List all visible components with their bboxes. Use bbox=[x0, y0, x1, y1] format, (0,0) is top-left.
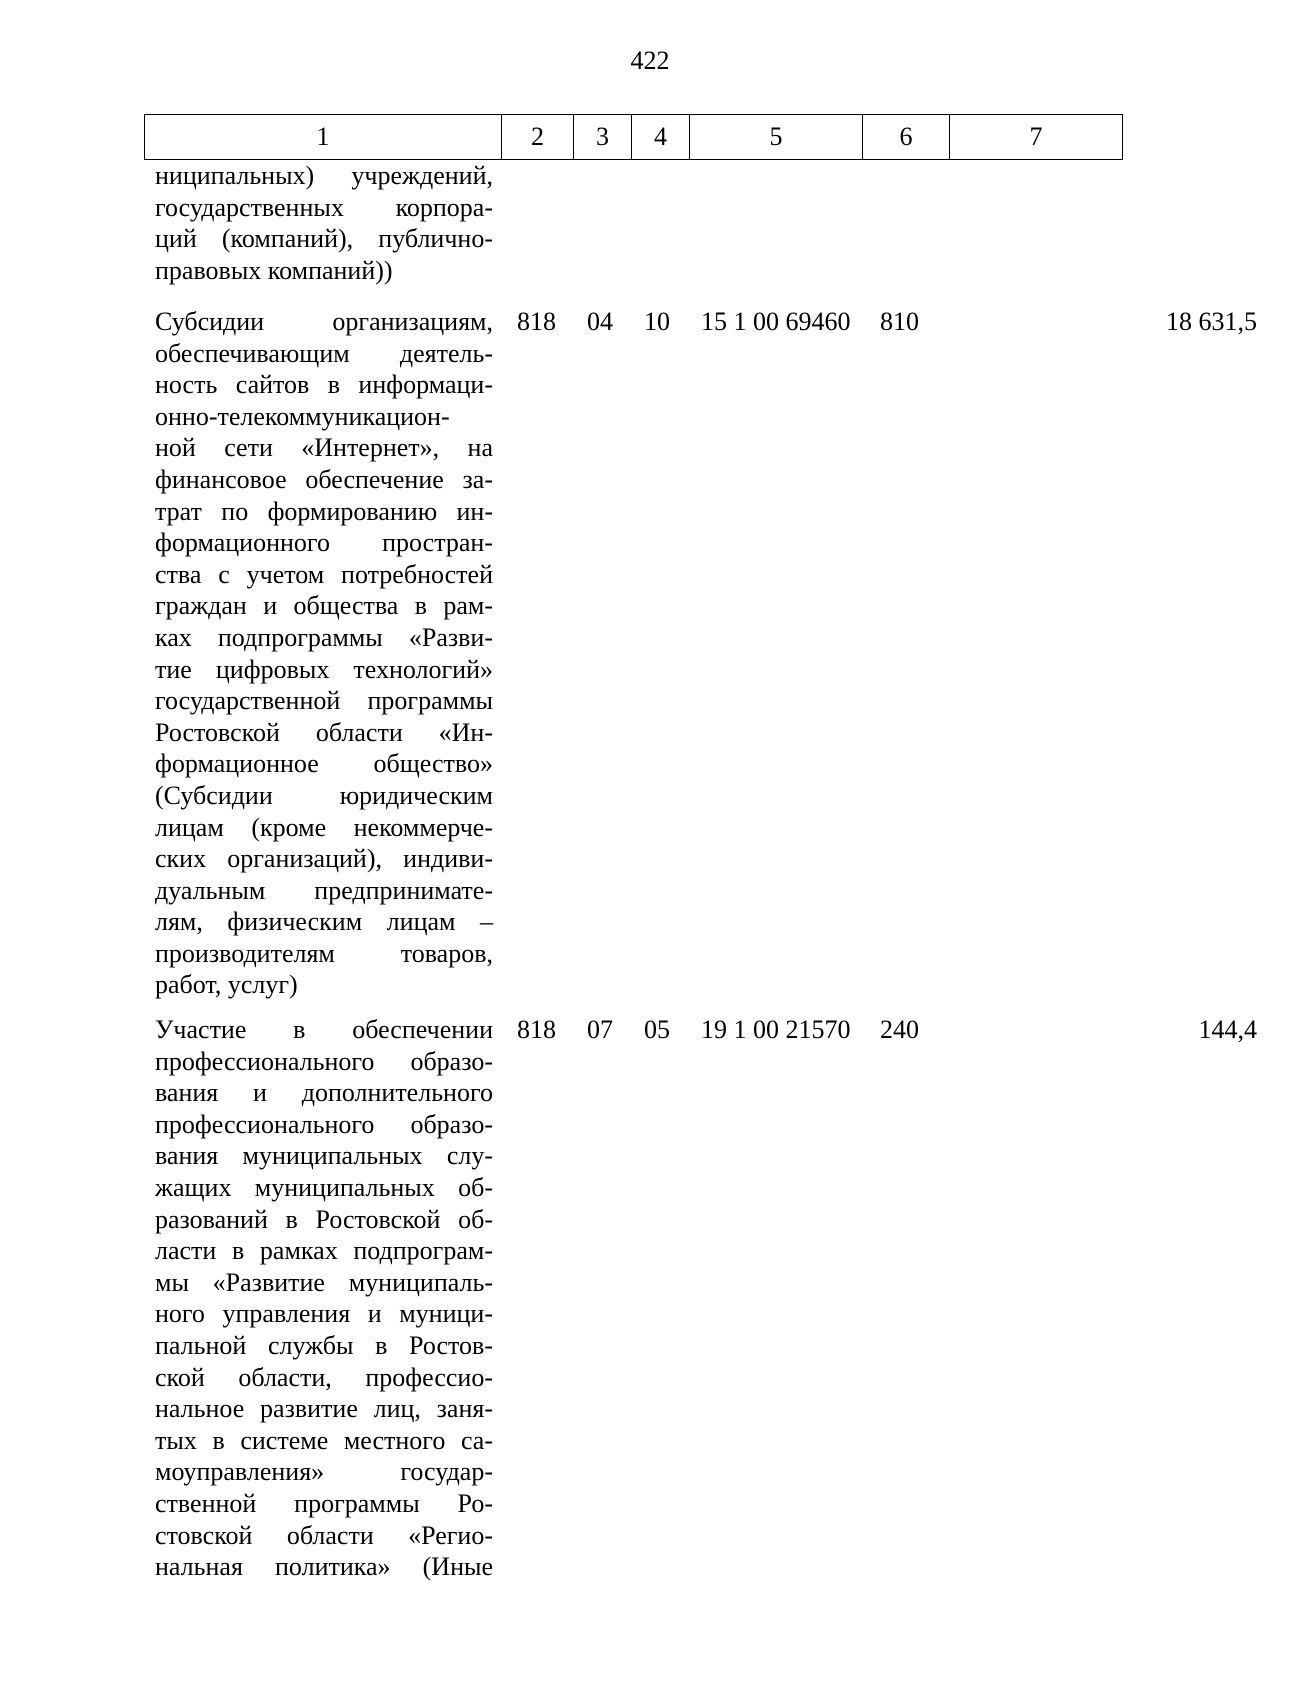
description-line: разований в Ростовской об- bbox=[155, 1204, 493, 1234]
description-line: нальная политика» (Иные bbox=[155, 1552, 493, 1582]
cell-expense-type: 810 bbox=[880, 307, 919, 336]
description-line: правовых компаний)) bbox=[155, 255, 393, 285]
description-line: обеспечивающим деятель- bbox=[155, 338, 493, 368]
description-line: тие цифровых технологий» bbox=[155, 654, 493, 684]
description-line: лицам (кроме некоммерче- bbox=[155, 812, 493, 842]
page-number: 422 bbox=[630, 46, 670, 75]
description-line: формационного простран- bbox=[155, 528, 493, 558]
cell-amount: 18 631,5 bbox=[1166, 307, 1257, 336]
row-description bbox=[155, 1014, 493, 1583]
header-col-3: 3 bbox=[574, 115, 632, 160]
description-line: Субсидии организациям, bbox=[155, 307, 493, 336]
header-col-5: 5 bbox=[690, 115, 863, 160]
description-line: ках подпрограммы «Разви- bbox=[155, 622, 493, 652]
description-line: формационное общество» bbox=[155, 749, 493, 779]
table-header bbox=[144, 114, 1123, 160]
description-line: ность сайтов в информаци- bbox=[155, 370, 493, 400]
description-line: производителям товаров, bbox=[155, 938, 493, 968]
cell-subsection: 05 bbox=[644, 1015, 670, 1044]
description-line: дуальным предпринимате- bbox=[155, 875, 493, 905]
description-line: вания муниципальных слу- bbox=[155, 1141, 493, 1171]
row-description bbox=[155, 306, 493, 1001]
description-line: трат по формированию ин- bbox=[155, 496, 493, 526]
description-line: профессионального образо- bbox=[155, 1109, 493, 1139]
description-line: финансовое обеспечение за- bbox=[155, 464, 493, 494]
description-line: профессионального образо- bbox=[155, 1046, 493, 1076]
header-col-4: 4 bbox=[632, 115, 690, 160]
cell-amount: 144,4 bbox=[1198, 1015, 1257, 1044]
description-line: мы «Развитие муниципаль- bbox=[155, 1267, 493, 1297]
description-line: вания и дополнительного bbox=[155, 1078, 493, 1108]
description-line: тых в системе местного са- bbox=[155, 1425, 493, 1455]
header-col-2: 2 bbox=[502, 115, 574, 160]
description-line: Участие в обеспечении bbox=[155, 1015, 493, 1044]
cell-expense-type: 240 bbox=[880, 1015, 919, 1044]
description-line: ций (компаний), публично- bbox=[155, 224, 493, 254]
description-line: ниципальных) учреждений, bbox=[155, 161, 493, 190]
description-line: ской области, профессио- bbox=[155, 1362, 493, 1392]
description-line: жащих муниципальных об- bbox=[155, 1172, 493, 1202]
cell-target-article: 15 1 00 69460 bbox=[701, 307, 851, 336]
description-line: лям, физическим лицам – bbox=[155, 907, 493, 937]
description-line: государственных корпора- bbox=[155, 192, 493, 222]
cell-ministry-code: 818 bbox=[517, 307, 556, 336]
description-line: пальной службы в Ростов- bbox=[155, 1330, 493, 1360]
header-col-7: 7 bbox=[950, 115, 1123, 160]
row-description bbox=[155, 160, 493, 286]
description-line: Ростовской области «Ин- bbox=[155, 717, 493, 747]
description-line: ства с учетом потребностей bbox=[155, 559, 493, 589]
description-line: ной сети «Интернет», на bbox=[155, 433, 493, 463]
description-line: моуправления» государ- bbox=[155, 1457, 493, 1487]
description-line: государственной программы bbox=[155, 686, 493, 716]
description-line: нальное развитие лиц, заня- bbox=[155, 1394, 493, 1424]
description-line: (Субсидии юридическим bbox=[155, 780, 493, 810]
description-line: работ, услуг) bbox=[155, 970, 298, 1000]
description-line: ного управления и муници- bbox=[155, 1299, 493, 1329]
cell-section: 07 bbox=[587, 1015, 613, 1044]
description-line: ственной программы Ро- bbox=[155, 1488, 493, 1518]
description-line: онно-телекоммуникацион- bbox=[155, 401, 450, 431]
cell-subsection: 10 bbox=[644, 307, 670, 336]
cell-section: 04 bbox=[587, 307, 613, 336]
description-line: ласти в рамках подпрограм- bbox=[155, 1236, 493, 1266]
cell-ministry-code: 818 bbox=[517, 1015, 556, 1044]
description-line: ских организаций), индиви- bbox=[155, 844, 493, 874]
description-line: стовской области «Регио- bbox=[155, 1520, 493, 1550]
header-col-1: 1 bbox=[145, 115, 502, 160]
description-line: граждан и общества в рам- bbox=[155, 591, 493, 621]
header-col-6: 6 bbox=[863, 115, 950, 160]
table-header-row bbox=[145, 115, 1123, 160]
cell-target-article: 19 1 00 21570 bbox=[701, 1015, 851, 1044]
